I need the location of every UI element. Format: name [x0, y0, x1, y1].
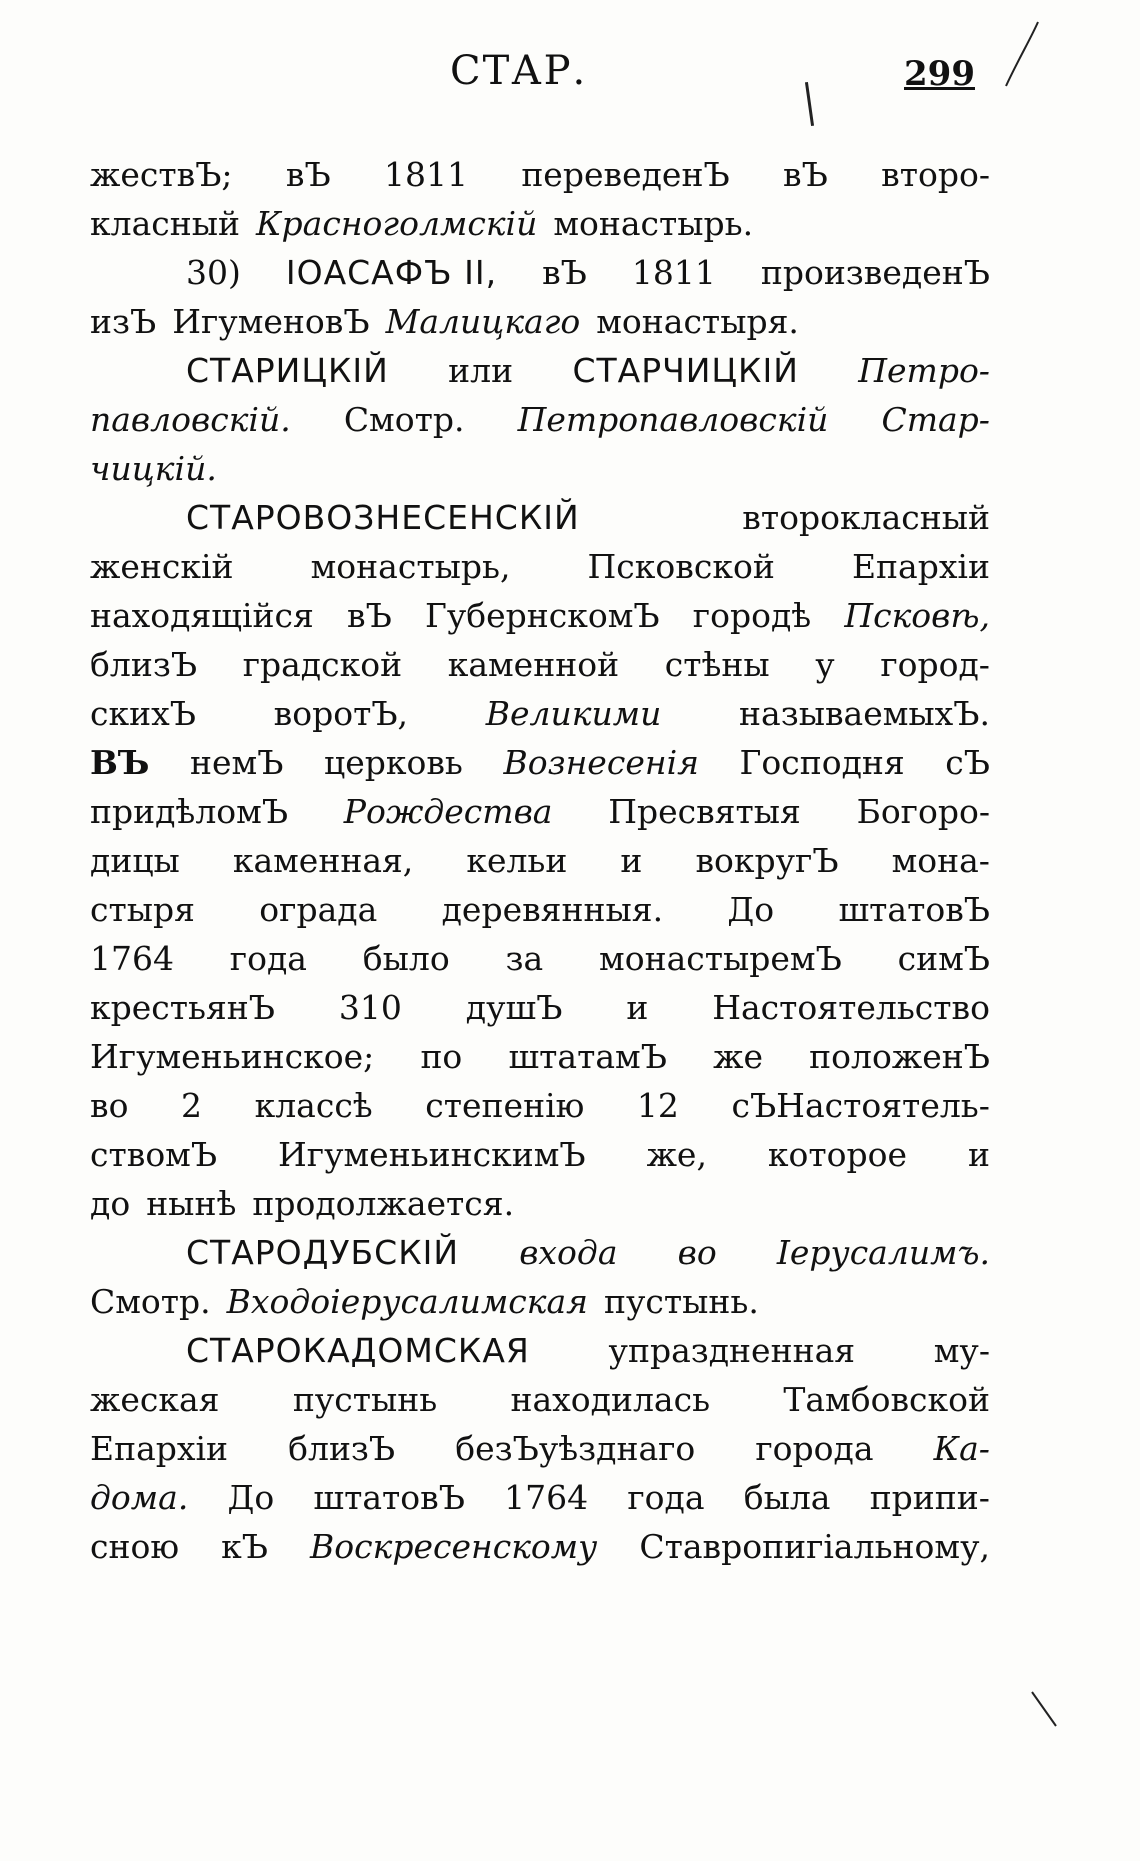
text-line	[90, 591, 990, 640]
word: Настоятельство	[712, 988, 990, 1027]
word: переведенЪ	[521, 155, 730, 194]
word: по	[420, 1037, 463, 1076]
word: чицкiй.	[90, 449, 217, 488]
word: придѣломЪ	[90, 792, 289, 831]
word: за	[505, 939, 544, 978]
text-line	[90, 1326, 990, 1375]
word: стѣны	[664, 645, 770, 684]
word: 1764	[504, 1478, 589, 1517]
text-line	[90, 738, 990, 787]
text-line	[90, 640, 990, 689]
word: Воскресенскому	[310, 1527, 598, 1566]
word: каменная,	[232, 841, 414, 880]
word: во	[90, 1086, 129, 1125]
corner-scratch-icon	[1000, 20, 1040, 90]
word: жеская	[90, 1380, 220, 1419]
word: Тамбовской	[783, 1380, 990, 1419]
word: вЪ	[542, 253, 587, 292]
word: городѣ	[692, 596, 812, 635]
word: которое	[767, 1135, 908, 1174]
text-line	[90, 689, 990, 738]
word: и	[967, 1135, 990, 1174]
word: упраздненная	[608, 1331, 856, 1370]
page-number: 299	[904, 54, 975, 94]
word: дома.	[90, 1478, 189, 1517]
text-line	[90, 885, 990, 934]
word: же	[713, 1037, 763, 1076]
text-line	[90, 542, 990, 591]
word: воротЪ,	[273, 694, 409, 733]
word: Красноголмскiй	[256, 204, 538, 243]
word: Петропавловскiй	[517, 400, 829, 439]
text-line	[90, 150, 990, 199]
word: изЪ	[90, 302, 157, 341]
word: и	[626, 988, 649, 1027]
word: СТАРИЦКIЙ	[186, 351, 389, 390]
word: ВЪ	[90, 743, 150, 782]
word: каменной	[447, 645, 620, 684]
word: мона-	[891, 841, 990, 880]
word: Малицкаго	[385, 302, 581, 341]
word: му-	[933, 1331, 990, 1370]
word: же,	[646, 1135, 707, 1174]
word: припи-	[869, 1478, 990, 1517]
word: была	[743, 1478, 831, 1517]
text-line	[90, 297, 990, 346]
word: Ка-	[933, 1429, 990, 1468]
word: стыря	[90, 890, 195, 929]
word: сЪ	[945, 743, 990, 782]
word: вокругЪ	[695, 841, 839, 880]
word: года	[229, 939, 307, 978]
word: продолжается.	[252, 1184, 515, 1223]
word: классѣ	[254, 1086, 373, 1125]
word: 1811	[384, 155, 468, 194]
word: монастырь.	[553, 204, 754, 243]
word: 310	[338, 988, 402, 1027]
text-line	[90, 1424, 990, 1473]
text-line	[90, 1032, 990, 1081]
text-line	[90, 1375, 990, 1424]
word: называемыхЪ.	[739, 694, 990, 733]
word: крестьянЪ	[90, 988, 276, 1027]
word: ограда	[259, 890, 378, 929]
text-line	[90, 444, 990, 493]
word: деревянныя.	[441, 890, 664, 929]
word: Епархiи	[90, 1429, 229, 1468]
word: 1764	[90, 939, 174, 978]
bottom-scratch-icon	[1030, 1690, 1060, 1730]
word: пустынь	[292, 1380, 438, 1419]
word: Великими	[485, 694, 662, 733]
word: До	[227, 1478, 275, 1517]
text-line	[90, 1130, 990, 1179]
text-line	[90, 1522, 990, 1571]
text-line	[90, 346, 990, 395]
word: Смотр.	[90, 1282, 211, 1321]
word: у	[815, 645, 835, 684]
word: павловскiй.	[90, 400, 291, 439]
word: Вознесенiя	[503, 743, 699, 782]
word: До	[727, 890, 775, 929]
word: Пресвятыя	[608, 792, 801, 831]
word: 1811	[631, 253, 716, 292]
word: положенЪ	[809, 1037, 990, 1076]
word: ГубернскомЪ	[424, 596, 660, 635]
word: вЪ	[285, 155, 331, 194]
word: второкласный	[742, 498, 990, 537]
word: вЪ	[783, 155, 828, 194]
word: симЪ	[897, 939, 990, 978]
word: СТАРОДУБСКIЙ	[186, 1233, 460, 1272]
text-line	[90, 395, 990, 444]
word: кельи	[466, 841, 568, 880]
word: 12	[636, 1086, 679, 1125]
text-line	[90, 934, 990, 983]
word: Рождества	[343, 792, 553, 831]
word: класный	[90, 204, 240, 243]
word: Iерусалимъ.	[776, 1233, 990, 1272]
word: близЪ	[288, 1429, 396, 1468]
word: Игуменьинское;	[90, 1037, 375, 1076]
word: нынѣ	[146, 1184, 237, 1223]
word: штатовЪ	[838, 890, 990, 929]
word: Псковѣ,	[844, 596, 990, 635]
word: до	[90, 1184, 131, 1223]
word: церковь	[323, 743, 463, 782]
word: близЪ	[90, 645, 198, 684]
word: Стар-	[881, 400, 990, 439]
word: произведенЪ	[760, 253, 990, 292]
word: вЪ	[347, 596, 392, 635]
word: степенiю	[425, 1086, 585, 1125]
text-line	[90, 836, 990, 885]
word: было	[362, 939, 450, 978]
word: сЪНастоятель-	[731, 1086, 990, 1125]
word: город-	[880, 645, 990, 684]
word: СТАРОКАДОМСКАЯ	[186, 1331, 530, 1370]
word: во	[677, 1233, 717, 1272]
word: СТАРЧИЦКIЙ	[572, 351, 799, 390]
text-line	[90, 1228, 990, 1277]
word: дицы	[90, 841, 180, 880]
word: города	[755, 1429, 874, 1468]
text-line	[90, 1473, 990, 1522]
word: штатовЪ	[313, 1478, 465, 1517]
word: входа	[519, 1233, 618, 1272]
word: Входоiерусалимская	[226, 1282, 589, 1321]
text-line	[90, 493, 990, 542]
word: Псковской	[587, 547, 775, 586]
word: Смотр.	[343, 400, 465, 439]
word: пустынь.	[604, 1282, 759, 1321]
word: ИгуменьинскимЪ	[278, 1135, 586, 1174]
text-line	[90, 787, 990, 836]
word: сною	[90, 1527, 180, 1566]
word: монастыремЪ	[599, 939, 842, 978]
word: 2	[181, 1086, 203, 1125]
word: безЪуѣзднаго	[455, 1429, 696, 1468]
word: жествЪ;	[90, 155, 233, 194]
word: Господня	[739, 743, 905, 782]
text-line	[90, 983, 990, 1032]
running-head: СТАР.	[450, 48, 588, 94]
word: второ-	[881, 155, 990, 194]
body-text	[90, 150, 990, 1571]
word: монастырь,	[310, 547, 511, 586]
word: градской	[242, 645, 403, 684]
word: Епархiи	[851, 547, 990, 586]
word: штатамЪ	[508, 1037, 667, 1076]
page-header	[90, 48, 990, 108]
word: года	[627, 1478, 705, 1517]
word: Богоро-	[856, 792, 990, 831]
word: 30)	[186, 253, 241, 292]
word: женскiй	[90, 547, 234, 586]
word: IОАСАФЪ II,	[285, 253, 498, 292]
word: немЪ	[190, 743, 284, 782]
word: скихЪ	[90, 694, 196, 733]
word: СТАРОВОЗНЕСЕНСКIЙ	[186, 498, 580, 537]
word: ствомЪ	[90, 1135, 218, 1174]
word: и	[620, 841, 643, 880]
word: Ставропигiальному,	[639, 1527, 990, 1566]
word: монастыря.	[596, 302, 799, 341]
word: или	[448, 351, 514, 390]
word: душЪ	[465, 988, 563, 1027]
word: находящiйся	[90, 596, 314, 635]
word: ИгуменовЪ	[172, 302, 370, 341]
text-line	[90, 248, 990, 297]
word: находилась	[510, 1380, 711, 1419]
word: Петро-	[858, 351, 990, 390]
word: кЪ	[221, 1527, 268, 1566]
text-line	[90, 1277, 990, 1326]
text-line	[90, 1179, 990, 1228]
text-line	[90, 1081, 990, 1130]
text-line	[90, 199, 990, 248]
